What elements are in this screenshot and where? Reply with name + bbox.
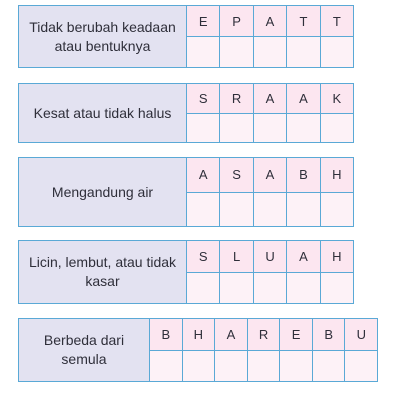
answer-row — [187, 272, 353, 304]
answer-row — [187, 192, 353, 227]
answer-cell[interactable] — [279, 351, 312, 382]
answer-cell[interactable] — [253, 114, 286, 143]
scrambled-letter: U — [344, 319, 377, 350]
puzzle-4 — [18, 240, 354, 304]
letter-grid — [187, 6, 353, 67]
answer-row — [187, 113, 353, 143]
answer-cell[interactable] — [214, 351, 247, 382]
answer-cell[interactable] — [187, 37, 219, 67]
scrambled-letter: T — [286, 6, 319, 36]
scrambled-letters-row — [187, 84, 353, 113]
answer-row — [187, 36, 353, 67]
scrambled-letter: K — [320, 84, 353, 113]
answer-cell[interactable] — [286, 37, 319, 67]
scrambled-letter: A — [187, 158, 219, 192]
answer-cell[interactable] — [286, 114, 319, 143]
scrambled-letter: R — [247, 319, 280, 350]
clue-text: Tidak berubah keadaan atau bentuknya — [19, 6, 187, 67]
answer-cell[interactable] — [253, 273, 286, 304]
scrambled-letter: H — [320, 241, 353, 272]
answer-cell[interactable] — [344, 351, 377, 382]
scrambled-letter: E — [279, 319, 312, 350]
answer-cell[interactable] — [219, 37, 252, 67]
answer-cell[interactable] — [187, 193, 219, 227]
scrambled-letter: S — [219, 158, 252, 192]
letter-grid — [187, 241, 353, 303]
answer-cell[interactable] — [150, 351, 182, 382]
answer-cell[interactable] — [320, 114, 353, 143]
answer-cell[interactable] — [253, 37, 286, 67]
scrambled-letter: B — [150, 319, 182, 350]
answer-cell[interactable] — [312, 351, 345, 382]
scrambled-letter: B — [286, 158, 319, 192]
answer-cell[interactable] — [320, 193, 353, 227]
answer-cell[interactable] — [219, 273, 252, 304]
scrambled-letter: B — [312, 319, 345, 350]
scrambled-letter: A — [253, 84, 286, 113]
scrambled-letter: A — [286, 84, 319, 113]
scrambled-letter: U — [253, 241, 286, 272]
answer-cell[interactable] — [320, 37, 353, 67]
answer-cell[interactable] — [253, 193, 286, 227]
scrambled-letter: S — [187, 241, 219, 272]
answer-cell[interactable] — [286, 273, 319, 304]
scrambled-letter: A — [253, 6, 286, 36]
clue-text: Kesat atau tidak halus — [19, 84, 187, 142]
scrambled-letter: A — [214, 319, 247, 350]
scrambled-letter: H — [320, 158, 353, 192]
puzzle-3 — [18, 157, 354, 227]
answer-cell[interactable] — [219, 193, 252, 227]
scrambled-letters-row — [187, 241, 353, 272]
letter-grid — [187, 158, 353, 226]
clue-text: Licin, lembut, atau tidak kasar — [19, 241, 187, 303]
scrambled-letters-row — [150, 319, 377, 350]
answer-cell[interactable] — [219, 114, 252, 143]
scrambled-letter: E — [187, 6, 219, 36]
letter-grid — [150, 319, 377, 381]
answer-row — [150, 350, 377, 382]
scrambled-letter: H — [182, 319, 215, 350]
answer-cell[interactable] — [286, 193, 319, 227]
answer-cell[interactable] — [187, 114, 219, 143]
scrambled-letter: T — [320, 6, 353, 36]
puzzle-5 — [18, 318, 378, 382]
answer-cell[interactable] — [320, 273, 353, 304]
puzzle-2 — [18, 83, 354, 143]
clue-text: Berbeda dari semula — [19, 319, 150, 381]
scrambled-letters-row — [187, 158, 353, 192]
answer-cell[interactable] — [187, 273, 219, 304]
scrambled-letter: A — [286, 241, 319, 272]
answer-cell[interactable] — [182, 351, 215, 382]
clue-text: Mengandung air — [19, 158, 187, 226]
scrambled-letters-row — [187, 6, 353, 36]
scrambled-letter: R — [219, 84, 252, 113]
letter-grid — [187, 84, 353, 142]
scrambled-letter: S — [187, 84, 219, 113]
scrambled-letter: P — [219, 6, 252, 36]
scrambled-letter: L — [219, 241, 252, 272]
scrambled-letter: A — [253, 158, 286, 192]
answer-cell[interactable] — [247, 351, 280, 382]
puzzle-1 — [18, 5, 354, 68]
